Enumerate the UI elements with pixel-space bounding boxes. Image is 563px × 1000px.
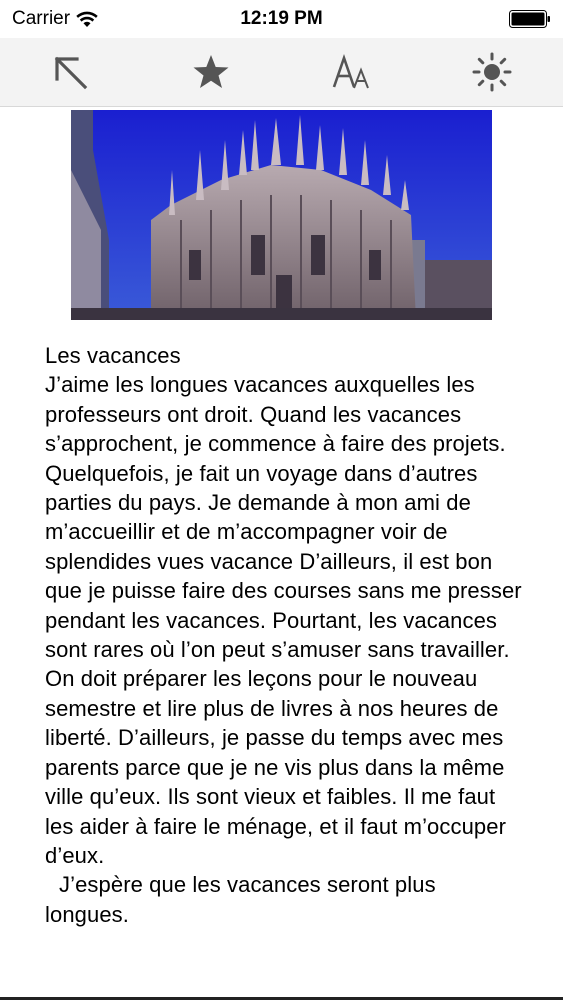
battery-icon — [509, 10, 551, 28]
status-bar — [0, 0, 563, 38]
carrier-label: Carrier — [12, 8, 71, 29]
reader-toolbar — [0, 38, 563, 107]
font-size-icon — [332, 52, 372, 92]
article-title: Les vacances — [45, 343, 181, 368]
brightness-button[interactable] — [470, 50, 514, 94]
font-size-button[interactable] — [330, 50, 374, 94]
article-image — [71, 110, 492, 320]
back-arrow-icon — [50, 52, 90, 92]
cathedral-photo — [71, 110, 492, 320]
article-paragraph-1: J’aime les longues vacances auxquelles les professeurs ont droit. Quand les vacances s’approchent, je commence à faire des projets. Quelquefois, je fait un voyage dans d’autres parties du pays. Je demande à mon ami de m’accueillir et de m’accompagner voir de splendides vues vacance D’ailleurs, il est bon que je puisse faire des courses sans me presser pendant les vacances. Pourtant, les vacances sont rares où l’on peut s’amuser sans travailler. On doit préparer les leçons pour le nouveau semestre et lire plus de livres à nos heures de liberté. D’ailleurs, je passe du temps avec mes parents parce que je ne vis plus dans la même ville qu’eux. Ils sont vieux et faibles. Il me faut les aider à faire le ménage, et il faut m’occuper d’eux. — [45, 372, 522, 868]
favorite-button[interactable] — [189, 50, 233, 94]
article-paragraph-2: J’espère que les vacances seront plus longues. — [45, 872, 436, 927]
back-button[interactable] — [48, 50, 92, 94]
status-time: 12:19 PM — [240, 8, 323, 29]
article-body — [45, 341, 525, 929]
brightness-icon — [472, 52, 512, 92]
star-icon — [191, 52, 231, 92]
